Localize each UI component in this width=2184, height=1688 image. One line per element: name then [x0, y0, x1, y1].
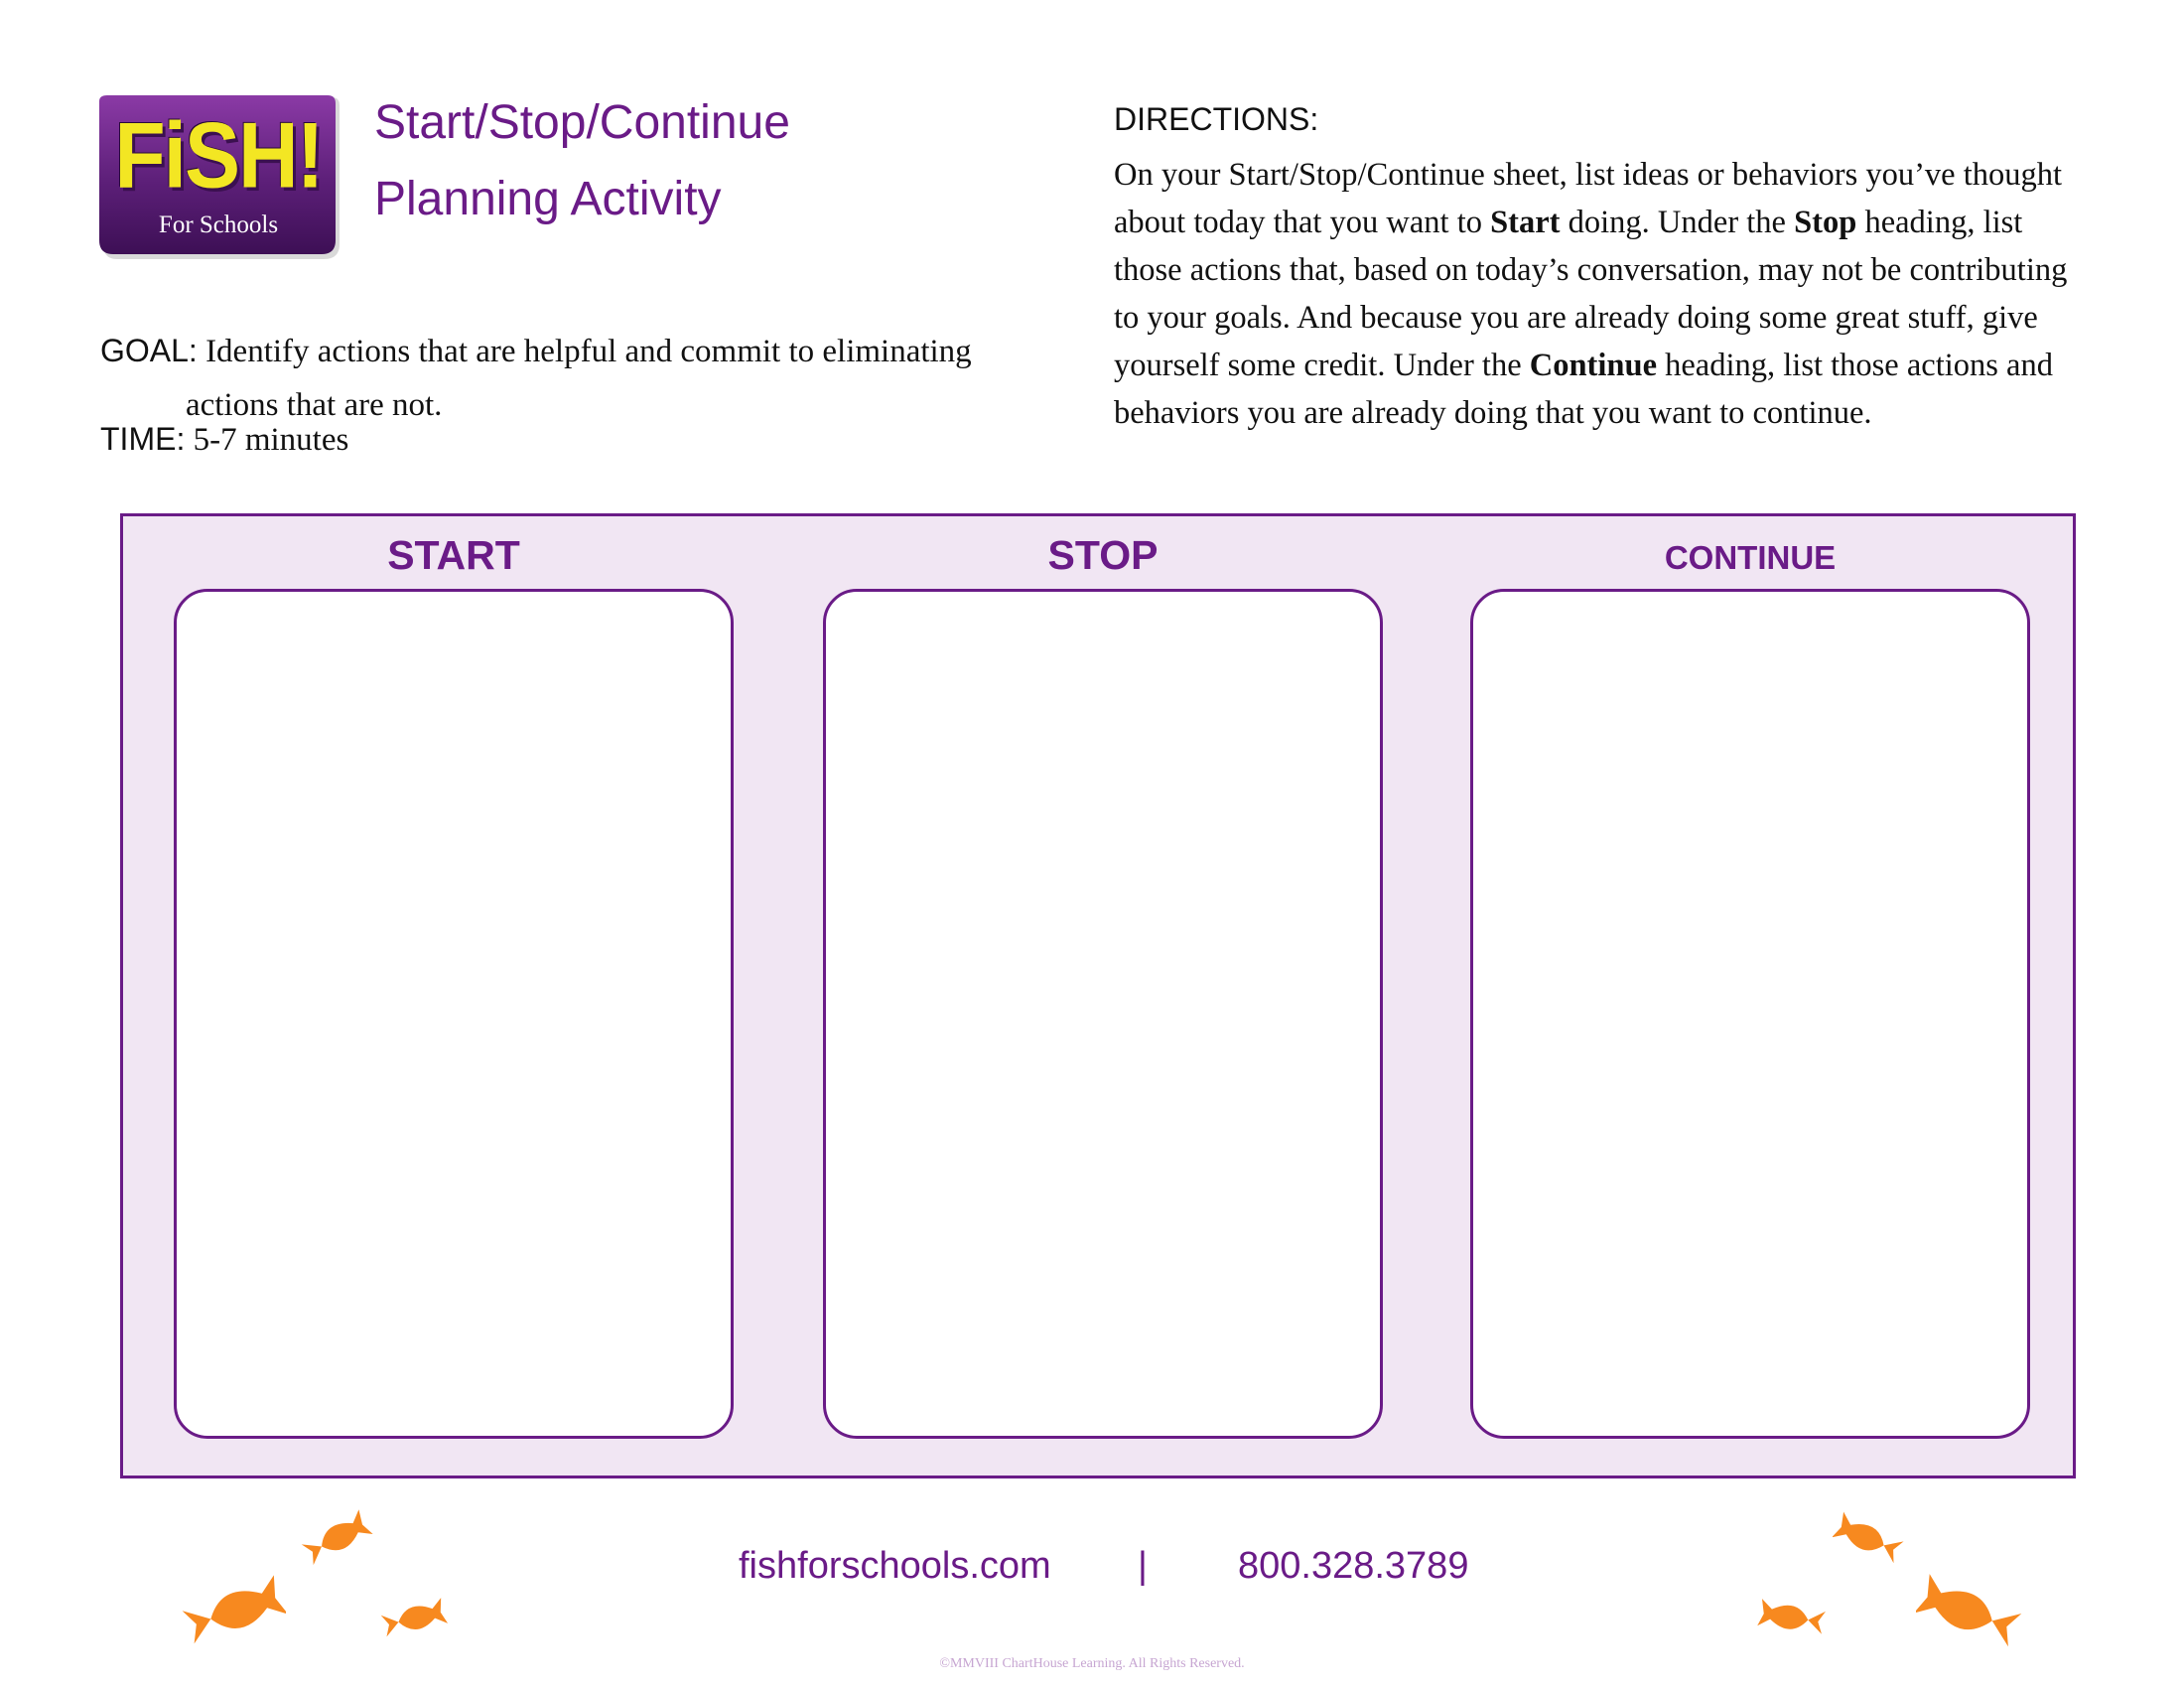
directions-part2: doing. Under the — [1560, 205, 1795, 240]
footer-separator: | — [1138, 1545, 1148, 1587]
page-title-line1: Start/Stop/Continue — [374, 96, 790, 149]
fish-icon — [1916, 1567, 2027, 1658]
directions-bold-start: Start — [1490, 205, 1561, 240]
time-section — [100, 417, 348, 462]
logo-brand-text: FiSH! — [114, 102, 323, 208]
directions-part3: heading, list those actions that, based on today’s conversation, may not be contributing to your goals. And because you are already doing some great stuff, give yourself some credit. Under the — [1114, 205, 2068, 383]
continue-heading: CONTINUE — [1664, 539, 1837, 576]
fish-icon — [375, 1591, 449, 1646]
stop-write-area[interactable] — [823, 589, 1383, 1439]
directions-part1: On your Start/Stop/Continue sheet, list ideas or behaviors you’ve thought about today that you want to — [1114, 157, 2063, 240]
fish-icon — [1757, 1589, 1831, 1646]
directions-text — [1114, 151, 2087, 437]
fish-icon — [1833, 1509, 1908, 1569]
goal-label: GOAL: — [100, 333, 198, 368]
logo-tagline: For Schools — [158, 211, 279, 238]
website-link[interactable]: fishforschools.com — [739, 1545, 1051, 1587]
copyright-notice: ©MMVIII ChartHouse Learning. All Rights Reserved. — [939, 1656, 1245, 1671]
directions-heading: DIRECTIONS: — [1114, 101, 1319, 137]
continue-write-area[interactable] — [1470, 589, 2030, 1439]
fish-icon — [296, 1509, 373, 1569]
fish-icon — [177, 1567, 286, 1656]
page-title-line2: Planning Activity — [374, 173, 722, 225]
stop-heading: STOP — [1047, 532, 1159, 578]
directions-bold-stop: Stop — [1794, 205, 1857, 240]
directions-part4: heading, list those actions and behaviors you are already doing that you want to continue. — [1114, 348, 2053, 431]
phone-number: 800.328.3789 — [1238, 1545, 1469, 1587]
time-text: 5-7 minutes — [185, 422, 349, 458]
fish-for-schools-logo — [97, 95, 345, 264]
directions-bold-continue: Continue — [1529, 348, 1657, 383]
goal-section — [100, 324, 1033, 432]
start-heading: START — [387, 532, 520, 578]
time-label: TIME: — [100, 421, 186, 457]
start-write-area[interactable] — [174, 589, 734, 1439]
goal-text-line2: actions that are not. — [186, 387, 443, 423]
goal-text-line1: Identify actions that are helpful and commit to eliminating — [197, 334, 972, 369]
